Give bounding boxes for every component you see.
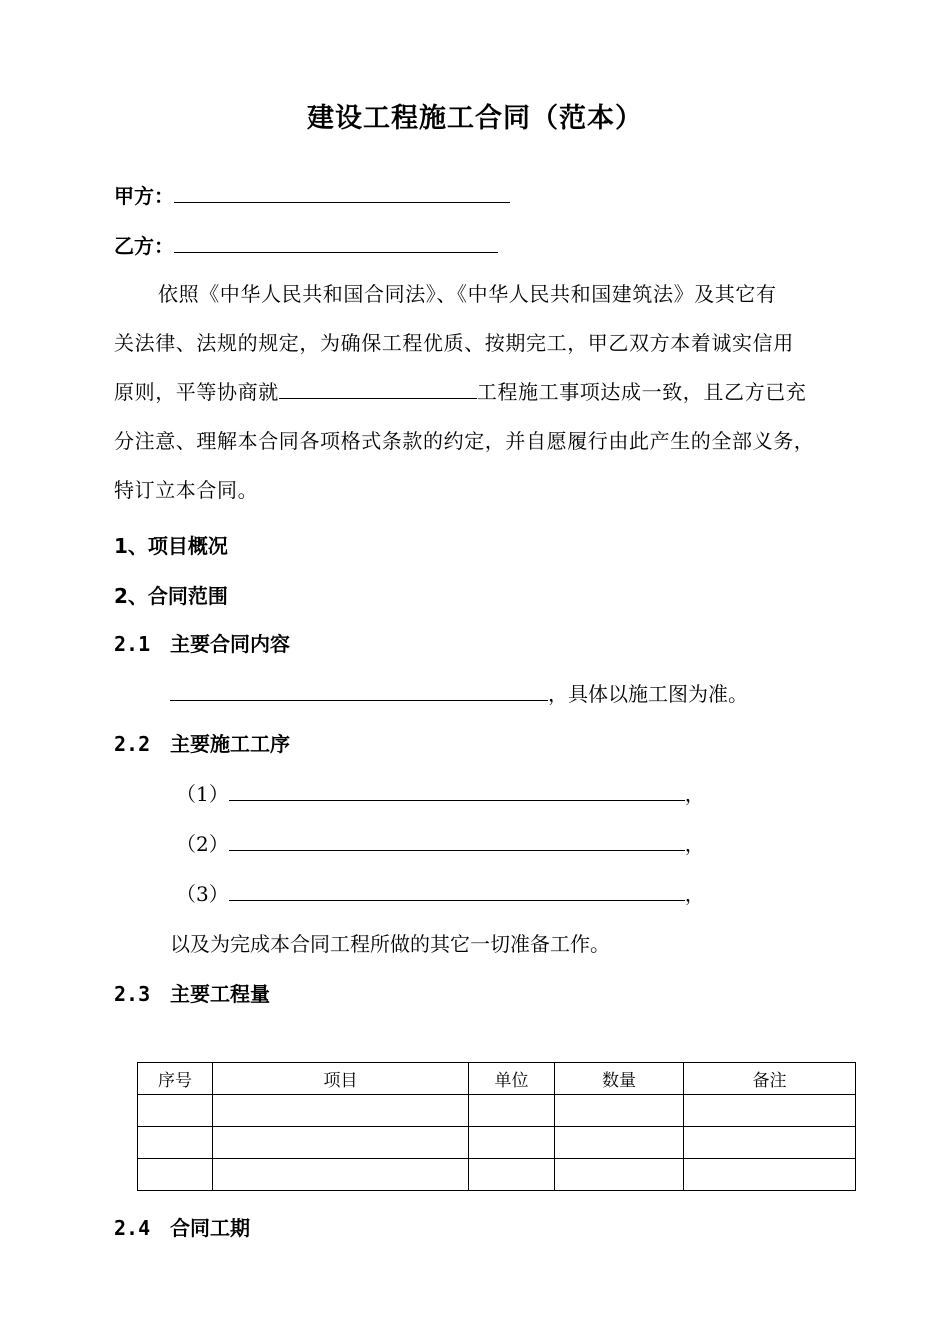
table-cell[interactable] [555,1159,684,1191]
section-2-4-number: 2.4 [114,1216,151,1240]
intro-line-1: 依照《中华人民共和国合同法》、《中华人民共和国建筑法》及其它有 [158,282,777,306]
section-2-1-title: 主要合同内容 [170,632,290,656]
table-cell[interactable] [213,1127,469,1159]
intro-line-4: 分注意、理解本合同各项格式条款的约定，并自愿履行由此产生的全部义务， [114,429,815,453]
table-header-item: 项目 [213,1063,469,1095]
project-name-blank[interactable] [279,397,477,399]
section-2-1-heading [114,628,290,657]
process-item-1-label: （1） [176,782,229,806]
table-row [138,1159,856,1191]
section-1-heading: 1、项目概况 [114,534,228,558]
party-b-blank[interactable] [174,251,498,253]
table-row [138,1095,856,1127]
table-cell[interactable] [138,1127,213,1159]
process-item-2 [176,828,705,857]
table-header-unit: 单位 [469,1063,555,1095]
intro-paragraph [114,270,854,515]
party-b-label: 乙方： [114,234,174,258]
section-2-2-number: 2.2 [114,732,151,756]
section-2-1-content [170,678,748,707]
process-closing: 以及为完成本合同工程所做的其它一切准备工作。 [170,932,610,956]
section-2-1-suffix: ，具体以施工图为准。 [548,682,748,706]
table-header-remarks: 备注 [684,1063,856,1095]
table-cell[interactable] [469,1159,555,1191]
table-cell[interactable] [469,1095,555,1127]
table-cell[interactable] [684,1159,856,1191]
table-header-quantity: 数量 [555,1063,684,1095]
table-cell[interactable] [555,1095,684,1127]
process-item-3-blank[interactable] [229,899,685,901]
process-item-3-suffix: ， [684,882,705,906]
party-a-label: 甲方： [114,184,174,208]
table-cell[interactable] [213,1095,469,1127]
intro-line-2: 关法律、法规的规定，为确保工程优质、按期完工，甲乙双方本着诚实信用 [114,331,794,355]
process-item-2-label: （2） [176,832,229,856]
process-item-1-suffix: ， [684,782,705,806]
process-item-2-blank[interactable] [229,849,685,851]
section-2-4-heading [114,1212,250,1241]
table-cell[interactable] [469,1127,555,1159]
intro-line-3b: 工程施工事项达成一致，且乙方已充 [476,380,807,404]
quantity-table [137,1062,856,1191]
process-item-3-label: （3） [176,882,229,906]
intro-line-3a: 原则，平等协商就 [114,380,279,404]
table-cell[interactable] [684,1095,856,1127]
table-cell[interactable] [138,1095,213,1127]
process-item-1-blank[interactable] [229,799,685,801]
section-2-1-number: 2.1 [114,632,151,656]
table-cell[interactable] [555,1127,684,1159]
process-item-2-suffix: ， [684,832,705,856]
section-2-3-title: 主要工程量 [170,982,270,1006]
page-title: 建设工程施工合同（范本） [307,103,643,134]
party-b-row [114,230,498,259]
table-cell[interactable] [138,1159,213,1191]
table-cell[interactable] [213,1159,469,1191]
party-a-row [114,180,510,209]
intro-line-5: 特订立本合同。 [114,478,259,502]
party-a-blank[interactable] [174,201,510,203]
process-item-3 [176,878,705,907]
intro-line-3 [114,368,854,417]
section-2-2-title: 主要施工工序 [170,732,290,756]
table-cell[interactable] [684,1127,856,1159]
section-2-3-heading [114,978,270,1007]
table-header-index: 序号 [138,1063,213,1095]
table-row [138,1127,856,1159]
process-item-1 [176,778,705,807]
contract-content-blank[interactable] [170,699,548,701]
section-2-heading: 2、合同范围 [114,584,228,608]
section-2-4-title: 合同工期 [170,1216,250,1240]
section-2-3-number: 2.3 [114,982,151,1006]
table-header-row [138,1063,856,1095]
section-2-2-heading [114,728,290,757]
